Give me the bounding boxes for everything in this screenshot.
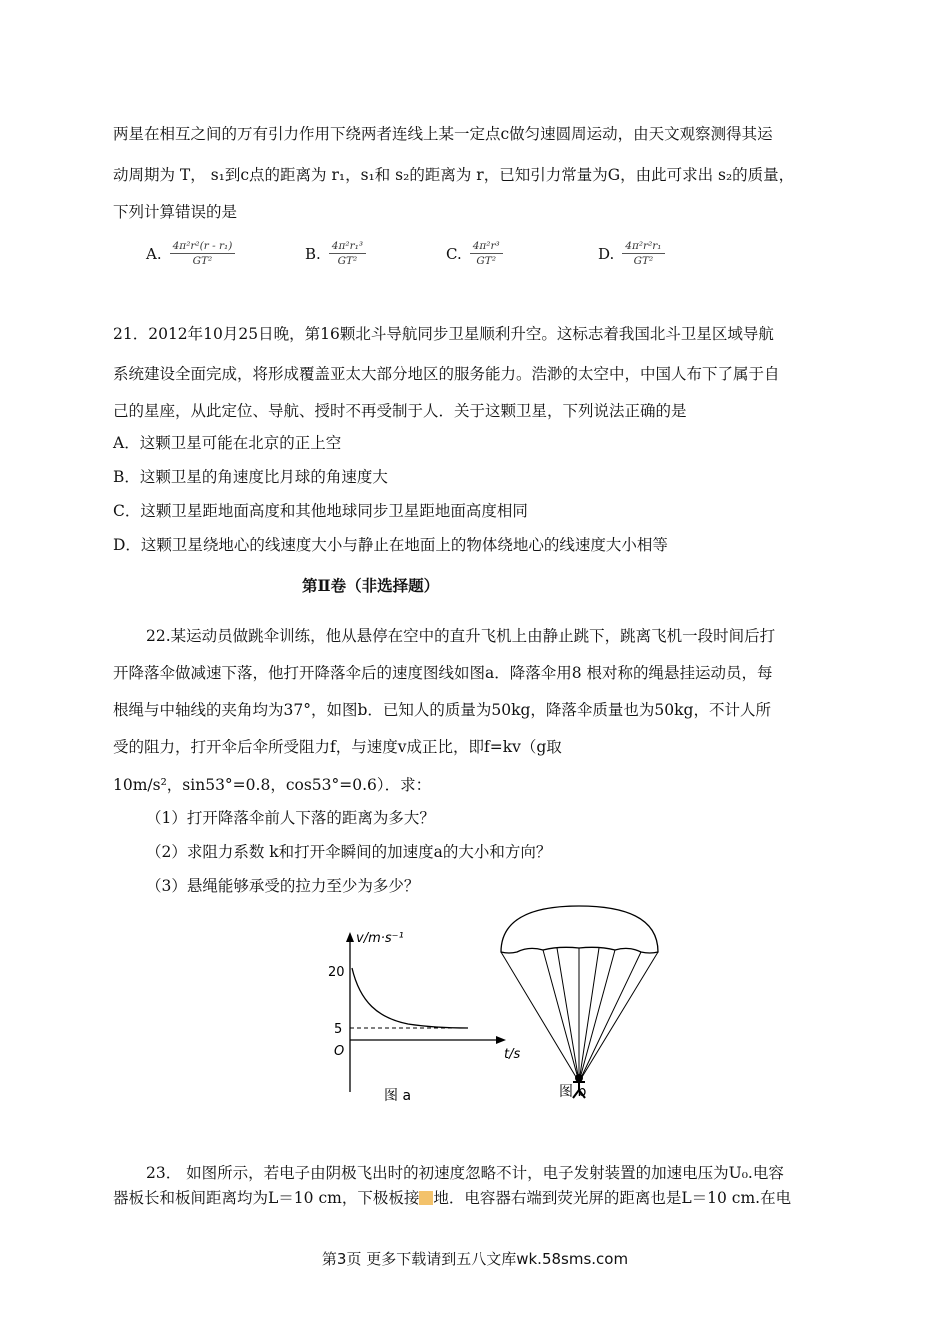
option-label: A. [146,244,162,263]
q21-line2: 系统建设全面完成，将形成覆盖亚太大部分地区的服务能力。浩渺的太空中，中国人布下了属于自 [113,365,780,383]
q20-option-b [305,240,366,267]
fraction-numerator: 4π²r³ [470,240,503,254]
q22-sub2: （2）求阻力系数 k和打开伞瞬间的加速度a的大小和方向？ [146,843,552,861]
figure-a-graph [318,922,521,1112]
q20-line1: 两星在相互之间的万有引力作用下绕两者连线上某一定点c做匀速圆周运动，由天文观察测得其运 [113,125,773,143]
q22-line5: 10m/s²，sin53°=0.8，cos53°=0.6）．求： [113,776,432,794]
q20-line3: 下列计算错误的是 [113,203,238,221]
tick-label-20: 20 [328,965,345,980]
option-label: D. [598,244,615,263]
figure-b-caption: 图 b [559,1084,587,1100]
q21-option-b: B．这颗卫星的角速度比月球的角速度大 [113,468,388,486]
option-fraction [622,240,664,267]
q21-line3: 己的星座，从此定位、导航、授时不再受制于人．关于这颗卫星，下列说法正确的是 [113,402,687,420]
option-fraction [329,240,366,267]
fraction-numerator: 4π²r₁³ [329,240,366,254]
option-label: B. [305,244,321,263]
q22-line2: 开降落伞做减速下落，他打开降落伞后的速度图线如图a．降落伞用8 根对称的绳悬挂运动员，每 [113,664,773,682]
q20-option-c [446,240,503,267]
fraction-denominator: GT² [192,255,213,267]
q23-line2-part1: 器板长和板间距离均为L＝10 cm，下极板接 [113,1189,420,1207]
q21-option-a: A．这颗卫星可能在北京的正上空 [113,434,342,452]
q20-line2: 动周期为 T， s₁到c点的距离为 r₁，s₁和 s₂的距离为 r，已知引力常量为G，由此可求出 s₂的质量， [113,166,795,184]
q22-sub3: （3）悬绳能够承受的拉力至少为多少？ [146,877,420,895]
canopy [501,906,658,953]
fraction-denominator: GT² [476,255,497,267]
q22-line1: 22.某运动员做跳伞训练，他从悬停在空中的直升飞机上由静止跳下，跳离飞机一段时间后打 [146,627,776,645]
highlight-mark [419,1191,433,1205]
x-axis-label: t/s [504,1047,521,1062]
figure-b-parachute [495,900,670,1110]
q23-line1: 23． 如图所示，若电子由阴极飞出时的初速度忽略不计，电子发射装置的加速电压为U₀.电容 [146,1164,784,1182]
q20-option-d [598,240,665,267]
velocity-curve [352,968,468,1028]
q22-line4: 受的阻力，打开伞后伞所受阻力f，与速度v成正比，即f=kv（g取 [113,738,562,756]
y-axis-arrow-icon [346,932,354,942]
fraction-denominator: GT² [633,255,654,267]
fraction-denominator: GT² [337,255,358,267]
fraction-numerator: 4π²r²(r - r₁) [170,240,236,254]
option-fraction [470,240,503,267]
figure-a-caption: 图 a [384,1088,412,1104]
q21-line1: 21．2012年10月25日晚，第16颗北斗导航同步卫星顺利升空。这标志着我国北斗卫星区域导航 [113,325,774,343]
y-axis-label: v/m·s⁻¹ [356,931,404,946]
option-fraction [170,240,236,267]
q22-sub1: （1）打开降落伞前人下落的距离为多大？ [146,809,435,827]
q21-option-d: D．这颗卫星绕地心的线速度大小与静止在地面上的物体绕地心的线速度大小相等 [113,536,668,554]
page-footer: 第3页 更多下载请到五八文库wk.58sms.com [321,1250,629,1268]
q23-line2-part2: 地．电容器右端到荧光屏的距离也是L＝10 cm.在电 [433,1189,792,1207]
tick-label-5: 5 [334,1022,343,1037]
q21-option-c: C．这颗卫星距地面高度和其他地球同步卫星距地面高度相同 [113,502,528,520]
q20-option-a [146,240,235,267]
origin-label: O [334,1044,345,1059]
option-label: C. [446,244,462,263]
fraction-numerator: 4π²r²r₁ [622,240,664,254]
section-title: 第Ⅱ卷（非选择题） [302,576,440,595]
q22-line3: 根绳与中轴线的夹角均为37°，如图b．已知人的质量为50kg，降落伞质量也为50kg，不计人所 [113,701,771,719]
q23-line2 [113,1188,791,1208]
suspension-lines [501,948,658,1082]
